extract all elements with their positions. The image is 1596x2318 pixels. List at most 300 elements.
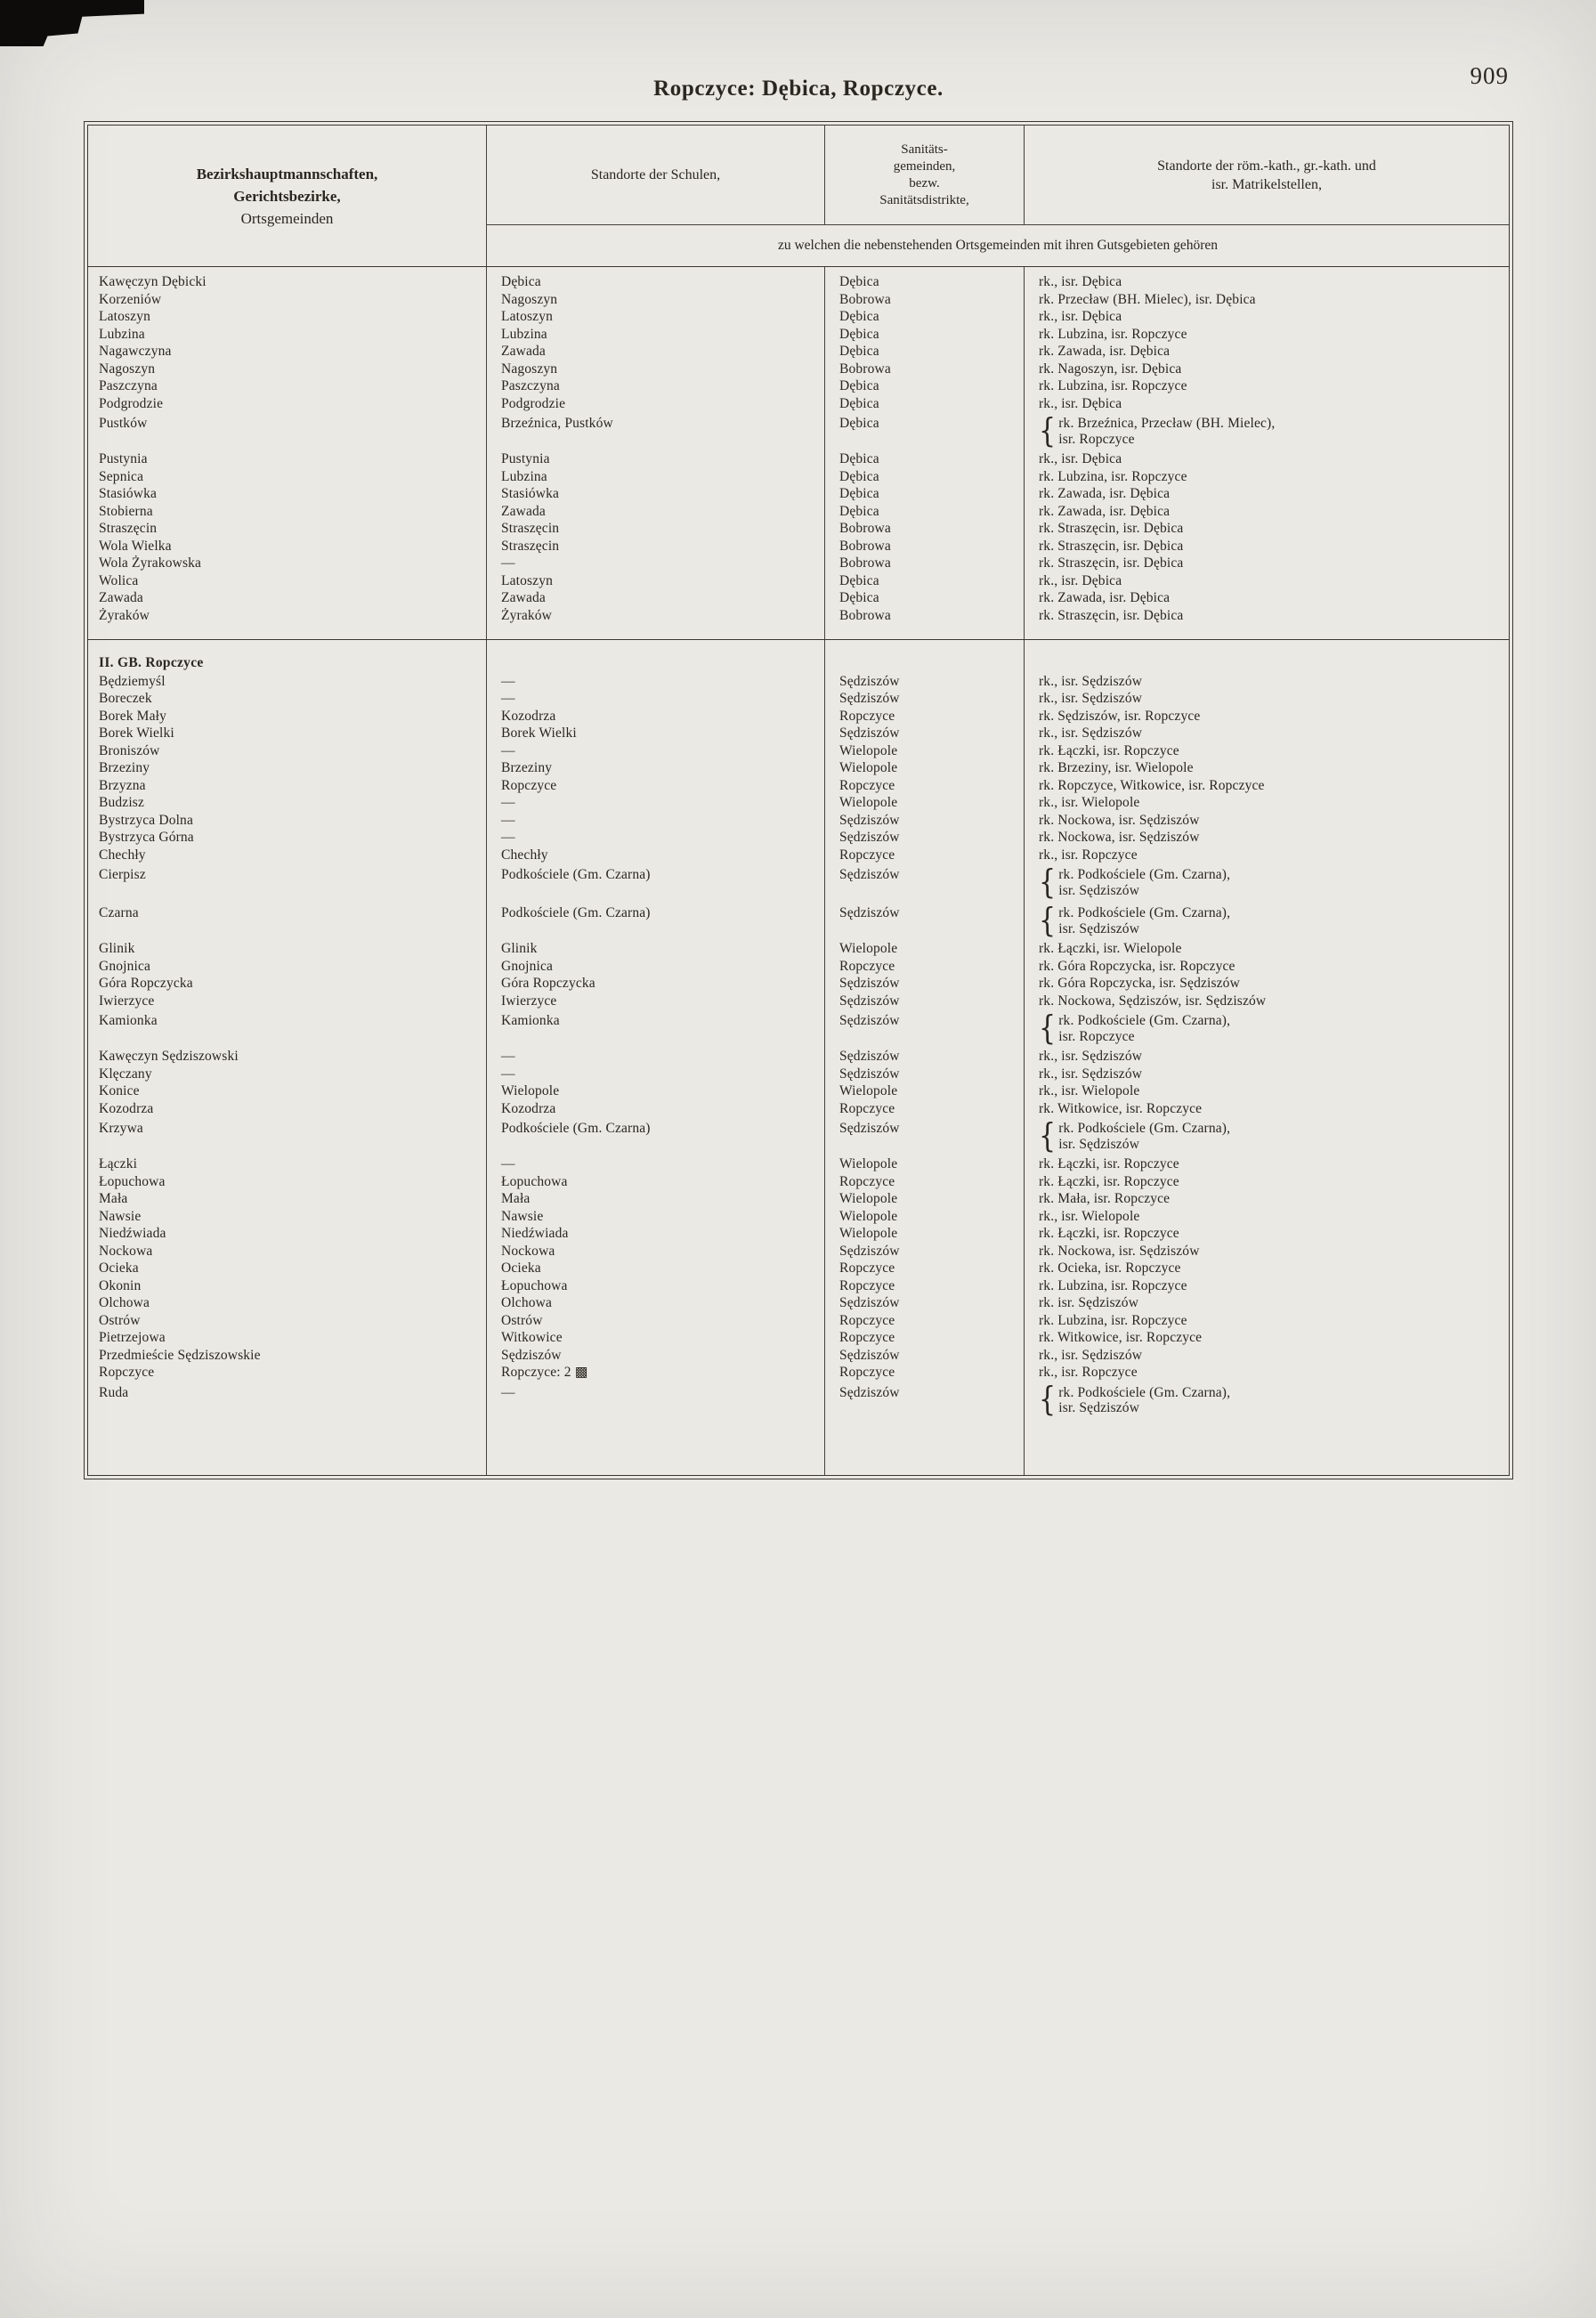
cell-sanitaetsgemeinde: Sędziszów bbox=[825, 1066, 1025, 1083]
cell-ortsgemeinde: Konice bbox=[88, 1082, 487, 1100]
cell-sanitaetsgemeinde: Sędziszów bbox=[825, 1243, 1025, 1260]
cell-schulstandort: Nagoszyn bbox=[487, 361, 825, 378]
cell-matrikelstellen: rk. Lubzina, isr. Ropczyce bbox=[1039, 378, 1187, 393]
cell-sanitaetsgemeinde: Dębica bbox=[825, 589, 1025, 607]
table-body bbox=[88, 267, 1509, 1475]
cell-sanitaetsgemeinde: Dębica bbox=[825, 572, 1025, 590]
cell-schulstandort: Dębica bbox=[487, 273, 825, 291]
table-row bbox=[88, 273, 1509, 291]
table-row bbox=[88, 1329, 1509, 1347]
cell-schulstandort: Lubzina bbox=[487, 468, 825, 486]
cell-sanitaetsgemeinde: Sędziszów bbox=[825, 1048, 1025, 1066]
cell-schulstandort: Stasiówka bbox=[487, 485, 825, 503]
table-row bbox=[88, 555, 1509, 572]
table-row bbox=[88, 291, 1509, 309]
table-row bbox=[88, 993, 1509, 1010]
cell-sanitaetsgemeinde: Bobrowa bbox=[825, 361, 1025, 378]
table-row bbox=[88, 343, 1509, 361]
cell-ortsgemeinde: Paszczyna bbox=[88, 377, 487, 395]
cell-schulstandort: Nockowa bbox=[487, 1243, 825, 1260]
cell-ortsgemeinde: Góra Ropczycka bbox=[88, 975, 487, 993]
cell-schulstandort: Latoszyn bbox=[487, 308, 825, 326]
cell-ortsgemeinde: Zawada bbox=[88, 589, 487, 607]
cell-matrikelstellen: rk. Nockowa, isr. Sędziszów bbox=[1039, 1243, 1200, 1259]
table-row bbox=[88, 1312, 1509, 1330]
cell-schulstandort: Glinik bbox=[487, 940, 825, 958]
cell-matrikelstellen: rk. Zawada, isr. Dębica bbox=[1039, 590, 1171, 605]
cell-sanitaetsgemeinde: Dębica bbox=[825, 468, 1025, 486]
table-row bbox=[88, 1208, 1509, 1226]
cell-ortsgemeinde: Podgrodzie bbox=[88, 395, 487, 413]
cell-schulstandort: Podkościele (Gm. Czarna) bbox=[487, 902, 825, 940]
table-row bbox=[88, 847, 1509, 864]
cell-matrikelstellen: rk. Ropczyce, Witkowice, isr. Ropczyce bbox=[1039, 777, 1265, 793]
cell-matrikelstellen: rk. Straszęcin, isr. Dębica bbox=[1039, 607, 1184, 623]
header-line: Gerichtsbezirke, bbox=[233, 187, 341, 205]
cell-matrikelstellen: { rk. Brzeźnica, Przecław (BH. Mielec), isr. Ropczyce bbox=[1039, 411, 1276, 450]
cell-ortsgemeinde: Nagawczyna bbox=[88, 343, 487, 361]
cell-sanitaetsgemeinde: Ropczyce bbox=[825, 847, 1025, 864]
table-row bbox=[88, 485, 1509, 503]
header-col-sanitaetsgemeinden bbox=[825, 126, 1025, 225]
header-line: isr. Matrikelstellen, bbox=[1211, 176, 1322, 192]
table-row bbox=[88, 589, 1509, 607]
header-col-schulen bbox=[487, 126, 825, 225]
cell-sanitaetsgemeinde: Dębica bbox=[825, 412, 1025, 450]
cell-sanitaetsgemeinde: Sędziszów bbox=[825, 725, 1025, 742]
table-frame bbox=[87, 125, 1510, 1476]
brace-glyph: { bbox=[1039, 901, 1057, 940]
cell-matrikelstellen: rk., isr. Wielopole bbox=[1039, 1208, 1140, 1224]
cell-ortsgemeinde: Ruda bbox=[88, 1382, 487, 1420]
cell-matrikelstellen: rk. Zawada, isr. Dębica bbox=[1039, 344, 1171, 359]
cell-sanitaetsgemeinde: Dębica bbox=[825, 326, 1025, 344]
cell-ortsgemeinde: Iwierzyce bbox=[88, 993, 487, 1010]
table-row bbox=[88, 958, 1509, 976]
cell-matrikelstellen: rk. Nockowa, isr. Sędziszów bbox=[1039, 830, 1200, 845]
cell-ortsgemeinde: Ocieka bbox=[88, 1260, 487, 1277]
cell-ortsgemeinde: Gnojnica bbox=[88, 958, 487, 976]
cell-ortsgemeinde: Pustynia bbox=[88, 450, 487, 468]
table-row bbox=[88, 503, 1509, 521]
table-row bbox=[88, 1173, 1509, 1191]
header-col-ortsgemeinden bbox=[88, 126, 487, 266]
cell-ortsgemeinde: Będziemyśl bbox=[88, 673, 487, 691]
cell-ortsgemeinde: Brzeziny bbox=[88, 759, 487, 777]
table-row bbox=[88, 1277, 1509, 1295]
cell-matrikelstellen: rk. Ocieka, isr. Ropczyce bbox=[1039, 1260, 1181, 1276]
header-line: Bezirkshauptmannschaften, bbox=[196, 165, 378, 182]
cell-ortsgemeinde: Nagoszyn bbox=[88, 361, 487, 378]
cell-sanitaetsgemeinde: Sędziszów bbox=[825, 1294, 1025, 1312]
cell-schulstandort: Lubzina bbox=[487, 326, 825, 344]
cell-schulstandort: Zawada bbox=[487, 589, 825, 607]
cell-schulstandort: — bbox=[487, 1382, 825, 1420]
cell-schulstandort: Brzeźnica, Pustków bbox=[487, 412, 825, 450]
cell-matrikelstellen: rk. Łączki, isr. Ropczyce bbox=[1039, 1156, 1179, 1171]
cell-schulstandort: Góra Ropczycka bbox=[487, 975, 825, 993]
table-row bbox=[88, 975, 1509, 993]
cell-schulstandort: Mała bbox=[487, 1190, 825, 1208]
cell-ortsgemeinde: Broniszów bbox=[88, 742, 487, 760]
cell-schulstandort: Żyraków bbox=[487, 607, 825, 625]
table-row bbox=[88, 1048, 1509, 1066]
cell-schulstandort: — bbox=[487, 690, 825, 708]
cell-matrikelstellen: rk., isr. Dębica bbox=[1039, 274, 1122, 289]
cell-ortsgemeinde: Kozodrza bbox=[88, 1100, 487, 1118]
cell-sanitaetsgemeinde: Ropczyce bbox=[825, 708, 1025, 725]
cell-ortsgemeinde: Boreczek bbox=[88, 690, 487, 708]
cell-ortsgemeinde: Kawęczyn Dębicki bbox=[88, 273, 487, 291]
cell-sanitaetsgemeinde: Wielopole bbox=[825, 1190, 1025, 1208]
cell-schulstandort: Podkościele (Gm. Czarna) bbox=[487, 1117, 825, 1155]
cell-schulstandort: — bbox=[487, 1048, 825, 1066]
cell-matrikelstellen: { rk. Podkościele (Gm. Czarna), isr. Sędziszów bbox=[1039, 1116, 1231, 1155]
page-number: 909 bbox=[1470, 62, 1509, 89]
cell-matrikelstellen: rk. Witkowice, isr. Ropczyce bbox=[1039, 1100, 1203, 1116]
table-row bbox=[88, 1382, 1509, 1420]
cell-schulstandort: Kamionka bbox=[487, 1009, 825, 1048]
cell-sanitaetsgemeinde: Bobrowa bbox=[825, 555, 1025, 572]
table-row bbox=[88, 520, 1509, 538]
cell-matrikelstellen: rk. Brzeziny, isr. Wielopole bbox=[1039, 760, 1194, 775]
table-row bbox=[88, 902, 1509, 940]
cell-schulstandort: — bbox=[487, 829, 825, 847]
table-row bbox=[88, 607, 1509, 625]
cell-sanitaetsgemeinde: Sędziszów bbox=[825, 690, 1025, 708]
cell-sanitaetsgemeinde: Sędziszów bbox=[825, 829, 1025, 847]
cell-schulstandort: Zawada bbox=[487, 503, 825, 521]
table-row bbox=[88, 267, 1509, 273]
header-col-matrikelstellen bbox=[1025, 126, 1509, 225]
cell-matrikelstellen: rk. Nagoszyn, isr. Dębica bbox=[1039, 361, 1182, 377]
cell-matrikelstellen: rk., isr. Wielopole bbox=[1039, 795, 1140, 810]
cell-ortsgemeinde: Okonin bbox=[88, 1277, 487, 1295]
cell-matrikelstellen: rk., isr. Sędziszów bbox=[1039, 691, 1143, 706]
cell-matrikelstellen: rk., isr. Dębica bbox=[1039, 309, 1122, 324]
table-row bbox=[88, 1082, 1509, 1100]
gazetteer-table bbox=[84, 121, 1513, 1479]
brace-glyph: { bbox=[1039, 863, 1057, 902]
cell-sanitaetsgemeinde: Wielopole bbox=[825, 940, 1025, 958]
cell-sanitaetsgemeinde: Ropczyce bbox=[825, 1364, 1025, 1382]
cell-ortsgemeinde: Olchowa bbox=[88, 1294, 487, 1312]
cell-ortsgemeinde: Stasiówka bbox=[88, 485, 487, 503]
cell-schulstandort: — bbox=[487, 742, 825, 760]
cell-matrikelstellen: { rk. Podkościele (Gm. Czarna), isr. Ropczyce bbox=[1039, 1009, 1231, 1048]
cell-sanitaetsgemeinde: Sędziszów bbox=[825, 812, 1025, 830]
cell-matrikelstellen: rk., isr. Sędziszów bbox=[1039, 1066, 1143, 1082]
cell-schulstandort: Podkościele (Gm. Czarna) bbox=[487, 863, 825, 902]
cell-sanitaetsgemeinde: Ropczyce bbox=[825, 1277, 1025, 1295]
brace-glyph: { bbox=[1039, 1380, 1057, 1420]
cell-ortsgemeinde: Lubzina bbox=[88, 326, 487, 344]
cell-sanitaetsgemeinde: Sędziszów bbox=[825, 1009, 1025, 1048]
cell-ortsgemeinde: Łączki bbox=[88, 1155, 487, 1173]
table-row bbox=[88, 1009, 1509, 1048]
cell-ortsgemeinde: Glinik bbox=[88, 940, 487, 958]
cell-ortsgemeinde: Brzyzna bbox=[88, 777, 487, 795]
cell-matrikelstellen: rk. Mała, isr. Ropczyce bbox=[1039, 1191, 1171, 1206]
cell-matrikelstellen: rk. Sędziszów, isr. Ropczyce bbox=[1039, 708, 1201, 724]
table-row bbox=[88, 395, 1509, 413]
cell-matrikelstellen: rk., isr. Dębica bbox=[1039, 395, 1122, 411]
cell-matrikelstellen: rk. Lubzina, isr. Ropczyce bbox=[1039, 1277, 1187, 1293]
cell-sanitaetsgemeinde: Dębica bbox=[825, 503, 1025, 521]
cell-schulstandort: Ropczyce bbox=[487, 777, 825, 795]
cell-schulstandort: — bbox=[487, 794, 825, 812]
cell-sanitaetsgemeinde: Wielopole bbox=[825, 1082, 1025, 1100]
cell-ortsgemeinde: Wolica bbox=[88, 572, 487, 590]
cell-matrikelstellen: rk. Przecław (BH. Mielec), isr. Dębica bbox=[1039, 291, 1256, 307]
cell-matrikelstellen: rk., isr. Dębica bbox=[1039, 451, 1122, 466]
table-row bbox=[88, 1190, 1509, 1208]
table-row bbox=[88, 794, 1509, 812]
cell-sanitaetsgemeinde: Sędziszów bbox=[825, 863, 1025, 902]
cell-sanitaetsgemeinde: Sędziszów bbox=[825, 975, 1025, 993]
table-row bbox=[88, 377, 1509, 395]
cell-schulstandort: — bbox=[487, 555, 825, 572]
cell-sanitaetsgemeinde: Sędziszów bbox=[825, 1347, 1025, 1365]
table-row bbox=[88, 468, 1509, 486]
table-row bbox=[88, 326, 1509, 344]
header-line: gemeinden, bbox=[893, 158, 956, 174]
cell-schulstandort: Latoszyn bbox=[487, 572, 825, 590]
cell-sanitaetsgemeinde: Dębica bbox=[825, 273, 1025, 291]
header-spanning-note: zu welchen die nebenstehenden Ortsgemeinden mit ihren Gutsgebieten gehören bbox=[777, 238, 1219, 253]
cell-sanitaetsgemeinde: Ropczyce bbox=[825, 1329, 1025, 1347]
table-row bbox=[88, 863, 1509, 902]
table-row bbox=[88, 1100, 1509, 1118]
cell-sanitaetsgemeinde: Wielopole bbox=[825, 759, 1025, 777]
cell-ortsgemeinde: Stobierna bbox=[88, 503, 487, 521]
cell-matrikelstellen: rk. Góra Ropczycka, isr. Sędziszów bbox=[1039, 976, 1240, 991]
table-row bbox=[88, 308, 1509, 326]
cell-ortsgemeinde: Latoszyn bbox=[88, 308, 487, 326]
brace-glyph: { bbox=[1039, 1116, 1057, 1155]
cell-schulstandort: Paszczyna bbox=[487, 377, 825, 395]
table-row bbox=[88, 940, 1509, 958]
cell-schulstandort: Iwierzyce bbox=[487, 993, 825, 1010]
cell-matrikelstellen: rk. Łączki, isr. Ropczyce bbox=[1039, 1173, 1179, 1189]
table-row bbox=[88, 1243, 1509, 1260]
cell-matrikelstellen: rk., isr. Sędziszów bbox=[1039, 725, 1143, 741]
cell-matrikelstellen: rk. Góra Ropczycka, isr. Ropczyce bbox=[1039, 958, 1235, 974]
cell-schulstandort: Kozodrza bbox=[487, 708, 825, 725]
cell-sanitaetsgemeinde: Dębica bbox=[825, 343, 1025, 361]
cell-sanitaetsgemeinde: Bobrowa bbox=[825, 607, 1025, 625]
table-header bbox=[88, 126, 1509, 267]
cell-sanitaetsgemeinde: Dębica bbox=[825, 377, 1025, 395]
cell-sanitaetsgemeinde: Wielopole bbox=[825, 1225, 1025, 1243]
cell-ortsgemeinde: Cierpisz bbox=[88, 863, 487, 902]
cell-matrikelstellen: rk. Straszęcin, isr. Dębica bbox=[1039, 538, 1184, 554]
table-row bbox=[88, 725, 1509, 742]
cell-ortsgemeinde: Mała bbox=[88, 1190, 487, 1208]
cell-sanitaetsgemeinde: Wielopole bbox=[825, 1155, 1025, 1173]
cell-matrikelstellen: rk. Lubzina, isr. Ropczyce bbox=[1039, 326, 1187, 342]
cell-matrikelstellen: { rk. Podkościele (Gm. Czarna), isr. Sędziszów bbox=[1039, 863, 1231, 902]
table-row bbox=[88, 690, 1509, 708]
cell-ortsgemeinde: Borek Wielki bbox=[88, 725, 487, 742]
cell-ortsgemeinde: Nawsie bbox=[88, 1208, 487, 1226]
cell-schulstandort: — bbox=[487, 673, 825, 691]
cell-matrikelstellen: rk. Łączki, isr. Ropczyce bbox=[1039, 1226, 1179, 1241]
cell-matrikelstellen: rk., isr. Sędziszów bbox=[1039, 673, 1143, 689]
cell-matrikelstellen: rk., isr. Ropczyce bbox=[1039, 847, 1138, 863]
cell-sanitaetsgemeinde: Sędziszów bbox=[825, 673, 1025, 691]
cell-schulstandort: Brzeziny bbox=[487, 759, 825, 777]
cell-matrikelstellen: rk., isr. Sędziszów bbox=[1039, 1049, 1143, 1064]
table-row bbox=[88, 708, 1509, 725]
cell-matrikelstellen: rk., isr. Wielopole bbox=[1039, 1083, 1140, 1098]
table-row bbox=[88, 640, 1509, 652]
table-row bbox=[88, 538, 1509, 555]
cell-sanitaetsgemeinde: Sędziszów bbox=[825, 993, 1025, 1010]
cell-ortsgemeinde: Sepnica bbox=[88, 468, 487, 486]
cell-sanitaetsgemeinde: Ropczyce bbox=[825, 1100, 1025, 1118]
table-row bbox=[88, 652, 1509, 673]
cell-matrikelstellen: rk. Lubzina, isr. Ropczyce bbox=[1039, 1312, 1187, 1328]
cell-matrikelstellen: rk. Straszęcin, isr. Dębica bbox=[1039, 555, 1184, 571]
scan-artifact-corner bbox=[0, 0, 144, 46]
table-row bbox=[88, 450, 1509, 468]
table-row bbox=[88, 777, 1509, 795]
cell-schulstandort: Olchowa bbox=[487, 1294, 825, 1312]
cell-ortsgemeinde: Kamionka bbox=[88, 1009, 487, 1048]
cell-schulstandort: Podgrodzie bbox=[487, 395, 825, 413]
header-line: Standorte der Schulen, bbox=[590, 166, 721, 182]
cell-ortsgemeinde: Klęczany bbox=[88, 1066, 487, 1083]
cell-matrikelstellen: rk. Nockowa, Sędziszów, isr. Sędziszów bbox=[1039, 993, 1267, 1009]
cell-ortsgemeinde: Niedźwiada bbox=[88, 1225, 487, 1243]
cell-schulstandort: Straszęcin bbox=[487, 520, 825, 538]
header-line: bezw. bbox=[909, 175, 940, 190]
cell-sanitaetsgemeinde: Wielopole bbox=[825, 794, 1025, 812]
cell-schulstandort: Borek Wielki bbox=[487, 725, 825, 742]
cell-schulstandort: Pustynia bbox=[487, 450, 825, 468]
table-row bbox=[88, 742, 1509, 760]
cell-schulstandort: Nawsie bbox=[487, 1208, 825, 1226]
cell-ortsgemeinde: Nockowa bbox=[88, 1243, 487, 1260]
cell-ortsgemeinde: Borek Mały bbox=[88, 708, 487, 725]
cell-ortsgemeinde: Czarna bbox=[88, 902, 487, 940]
cell-matrikelstellen: rk. Zawada, isr. Dębica bbox=[1039, 486, 1171, 501]
cell-sanitaetsgemeinde: Dębica bbox=[825, 450, 1025, 468]
cell-schulstandort: — bbox=[487, 812, 825, 830]
page-title: Ropczyce: Dębica, Ropczyce. bbox=[653, 77, 944, 101]
table-row bbox=[88, 829, 1509, 847]
cell-ortsgemeinde: Pietrzejowa bbox=[88, 1329, 487, 1347]
cell-schulstandort: Nagoszyn bbox=[487, 291, 825, 309]
cell-ortsgemeinde: Bystrzyca Dolna bbox=[88, 812, 487, 830]
table-row bbox=[88, 1155, 1509, 1173]
cell-schulstandort: Niedźwiada bbox=[487, 1225, 825, 1243]
cell-matrikelstellen: rk. Łączki, isr. Ropczyce bbox=[1039, 742, 1179, 758]
cell-sanitaetsgemeinde: Dębica bbox=[825, 308, 1025, 326]
cell-ortsgemeinde: Ostrów bbox=[88, 1312, 487, 1330]
cell-ortsgemeinde: Wola Żyrakowska bbox=[88, 555, 487, 572]
table-row bbox=[88, 1260, 1509, 1277]
cell-ortsgemeinde: Budzisz bbox=[88, 794, 487, 812]
table-row bbox=[88, 624, 1509, 640]
cell-schulstandort: — bbox=[487, 1066, 825, 1083]
cell-ortsgemeinde: Bystrzyca Górna bbox=[88, 829, 487, 847]
cell-sanitaetsgemeinde: Dębica bbox=[825, 395, 1025, 413]
cell-sanitaetsgemeinde: Sędziszów bbox=[825, 1117, 1025, 1155]
cell-schulstandort: Łopuchowa bbox=[487, 1277, 825, 1295]
cell-matrikelstellen: rk. Straszęcin, isr. Dębica bbox=[1039, 521, 1184, 536]
table-row bbox=[88, 673, 1509, 691]
header-line: Sanitäts- bbox=[901, 142, 948, 157]
table-row bbox=[88, 1347, 1509, 1365]
cell-schulstandort: Ropczyce: 2 ▩ bbox=[487, 1364, 825, 1382]
cell-matrikelstellen: rk. Zawada, isr. Dębica bbox=[1039, 503, 1171, 519]
section-heading: II. GB. Ropczyce bbox=[88, 652, 487, 673]
cell-schulstandort: Kozodrza bbox=[487, 1100, 825, 1118]
cell-matrikelstellen: rk., isr. Dębica bbox=[1039, 572, 1122, 588]
cell-ortsgemeinde: Pustków bbox=[88, 412, 487, 450]
cell-sanitaetsgemeinde: Bobrowa bbox=[825, 520, 1025, 538]
table-row bbox=[88, 1420, 1509, 1475]
cell-sanitaetsgemeinde: Sędziszów bbox=[825, 902, 1025, 940]
cell-sanitaetsgemeinde: Ropczyce bbox=[825, 777, 1025, 795]
brace-glyph: { bbox=[1039, 411, 1057, 450]
header-line: Sanitätsdistrikte, bbox=[879, 192, 969, 207]
cell-schulstandort: Zawada bbox=[487, 343, 825, 361]
cell-sanitaetsgemeinde: Sędziszów bbox=[825, 1382, 1025, 1420]
table-row bbox=[88, 759, 1509, 777]
table-row bbox=[88, 572, 1509, 590]
cell-ortsgemeinde: Ropczyce bbox=[88, 1364, 487, 1382]
table-row bbox=[88, 1117, 1509, 1155]
cell-sanitaetsgemeinde: Bobrowa bbox=[825, 538, 1025, 555]
cell-schulstandort: Gnojnica bbox=[487, 958, 825, 976]
cell-schulstandort: Wielopole bbox=[487, 1082, 825, 1100]
header-line: Standorte der röm.-kath., gr.-kath. und bbox=[1157, 158, 1376, 174]
cell-schulstandort: — bbox=[487, 1155, 825, 1173]
header-line: Ortsgemeinden bbox=[240, 209, 334, 227]
table-row bbox=[88, 1225, 1509, 1243]
table-row bbox=[88, 812, 1509, 830]
cell-ortsgemeinde: Chechły bbox=[88, 847, 487, 864]
cell-matrikelstellen: rk. Łączki, isr. Wielopole bbox=[1039, 941, 1182, 956]
cell-sanitaetsgemeinde: Bobrowa bbox=[825, 291, 1025, 309]
cell-matrikelstellen: rk. Nockowa, isr. Sędziszów bbox=[1039, 812, 1200, 828]
table-row bbox=[88, 361, 1509, 378]
cell-matrikelstellen: rk., isr. Ropczyce bbox=[1039, 1365, 1138, 1380]
table-row bbox=[88, 412, 1509, 450]
cell-sanitaetsgemeinde: Dębica bbox=[825, 485, 1025, 503]
cell-schulstandort: Straszęcin bbox=[487, 538, 825, 555]
cell-ortsgemeinde: Przedmieście Sędziszowskie bbox=[88, 1347, 487, 1365]
table-row bbox=[88, 1294, 1509, 1312]
cell-matrikelstellen: rk. Witkowice, isr. Ropczyce bbox=[1039, 1330, 1203, 1345]
cell-sanitaetsgemeinde: Wielopole bbox=[825, 1208, 1025, 1226]
cell-schulstandort: Chechły bbox=[487, 847, 825, 864]
brace-glyph: { bbox=[1039, 1009, 1057, 1048]
cell-sanitaetsgemeinde: Ropczyce bbox=[825, 958, 1025, 976]
cell-sanitaetsgemeinde: Ropczyce bbox=[825, 1312, 1025, 1330]
cell-ortsgemeinde: Wola Wielka bbox=[88, 538, 487, 555]
cell-sanitaetsgemeinde: Ropczyce bbox=[825, 1173, 1025, 1191]
cell-matrikelstellen: rk., isr. Sędziszów bbox=[1039, 1347, 1143, 1363]
cell-matrikelstellen: { rk. Podkościele (Gm. Czarna), isr. Sędziszów bbox=[1039, 901, 1231, 940]
cell-ortsgemeinde: Straszęcin bbox=[88, 520, 487, 538]
cell-matrikelstellen: rk. Lubzina, isr. Ropczyce bbox=[1039, 468, 1187, 484]
cell-matrikelstellen: { rk. Podkościele (Gm. Czarna), isr. Sędziszów bbox=[1039, 1380, 1231, 1420]
table-row bbox=[88, 1066, 1509, 1083]
